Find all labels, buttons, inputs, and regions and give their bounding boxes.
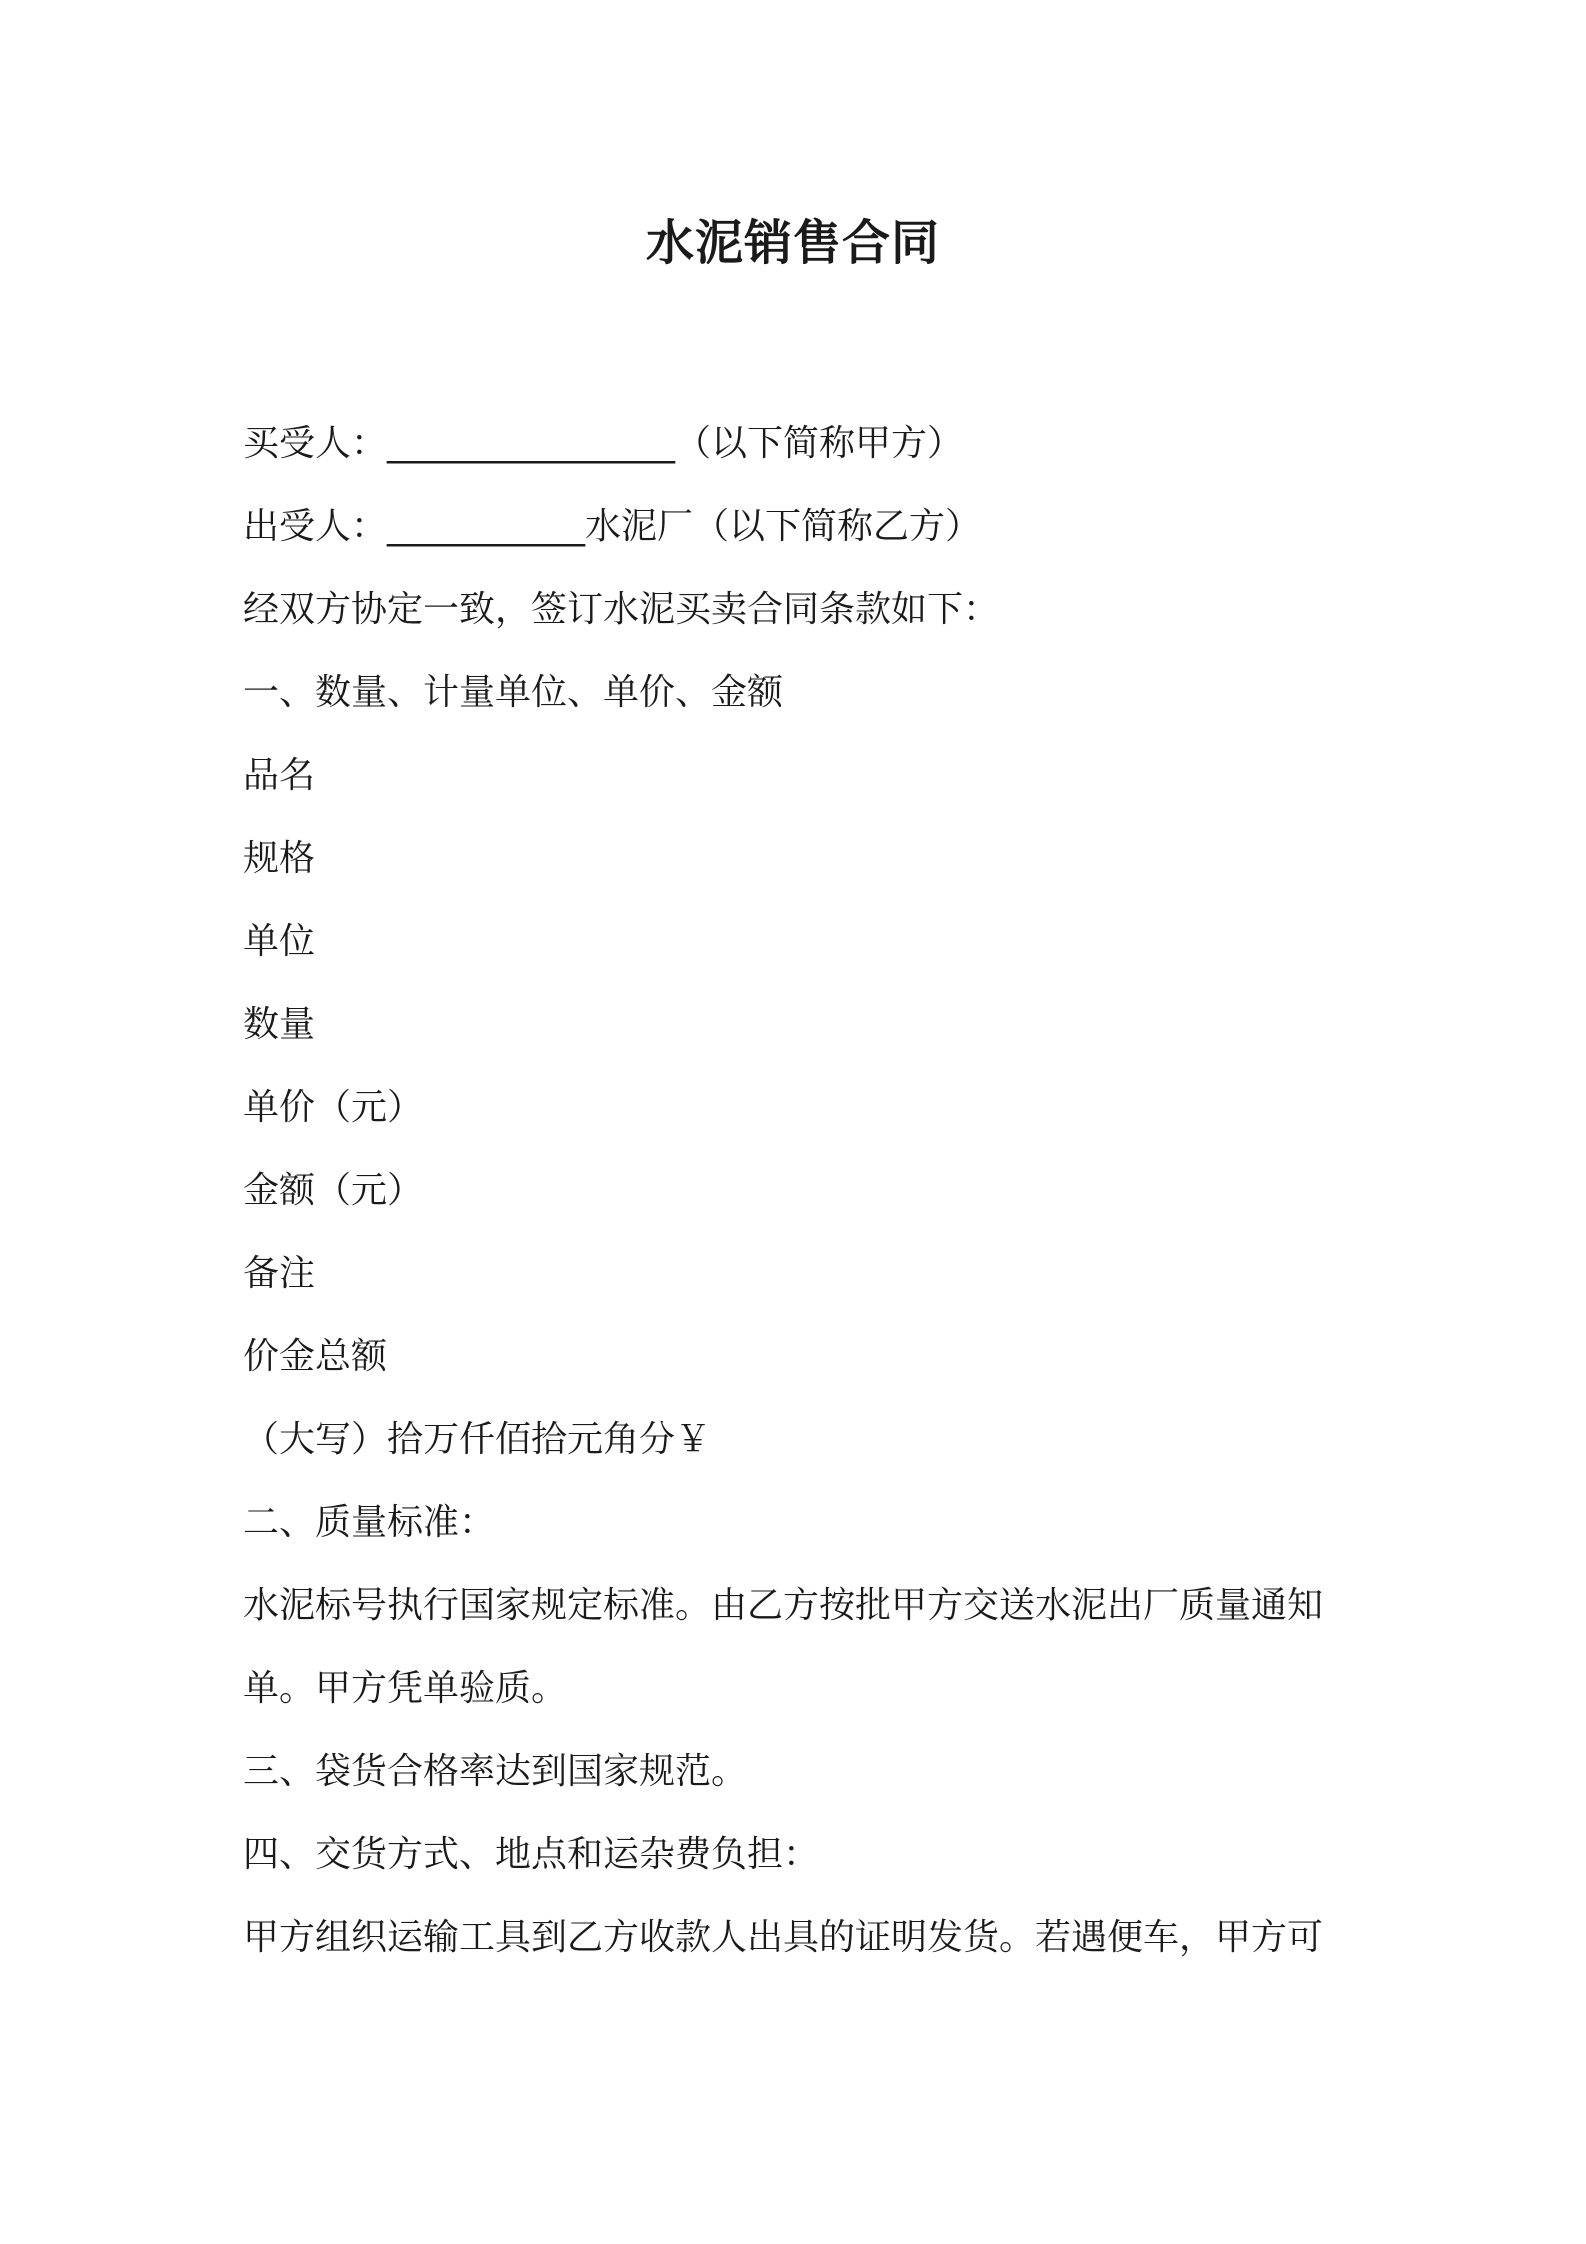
section-heading-4: 四、交货方式、地点和运杂费负担： xyxy=(243,1834,820,1875)
document-title: 水泥销售合同 xyxy=(645,215,940,271)
agreement-intro: 经双方协定一致，签订水泥买卖合同条款如下： xyxy=(243,589,1000,630)
seller-line: 出受人：___________水泥厂（以下简称乙方） xyxy=(243,506,982,547)
field-specification: 规格 xyxy=(243,838,316,879)
buyer-line: 买受人：________________（以下简称甲方） xyxy=(243,423,964,464)
field-unit-price: 单价（元） xyxy=(243,1087,424,1128)
field-unit: 单位 xyxy=(243,921,316,962)
field-total-in-words: （大写）拾万仟佰拾元角分￥ xyxy=(243,1419,712,1460)
delivery-paragraph-line-1: 甲方组织运输工具到乙方收款人出具的证明发货。若遇便车，甲方可 xyxy=(243,1917,1324,1958)
section-heading-3: 三、袋货合格率达到国家规范。 xyxy=(243,1751,748,1792)
section-heading-1: 一、数量、计量单位、单价、金额 xyxy=(243,672,784,713)
field-amount: 金额（元） xyxy=(243,1170,424,1211)
quality-paragraph-line-1: 水泥标号执行国家规定标准。由乙方按批甲方交送水泥出厂质量通知 xyxy=(243,1585,1324,1626)
field-product-name: 品名 xyxy=(243,755,316,796)
section-heading-2: 二、质量标准： xyxy=(243,1502,496,1543)
field-total-price: 价金总额 xyxy=(243,1336,388,1377)
field-remarks: 备注 xyxy=(243,1253,316,1294)
field-quantity: 数量 xyxy=(243,1004,316,1045)
quality-paragraph-line-2: 单。甲方凭单验质。 xyxy=(243,1668,568,1709)
document-body xyxy=(243,402,1353,1979)
